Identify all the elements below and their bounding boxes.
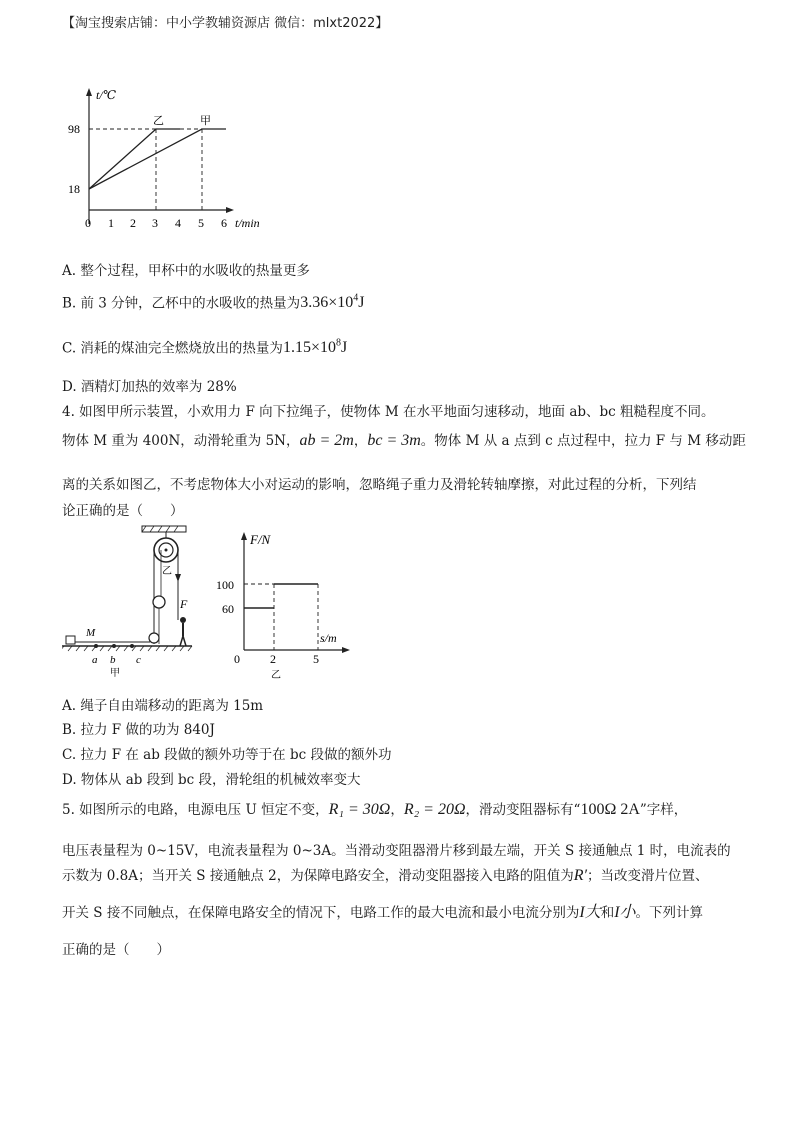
force-distance-graph [216,530,356,690]
graph1-xtick-6: 6 [221,216,227,230]
q5-line-3: 示数为 0.8A；当开关 S 接通触点 2，为保障电路安全，滑动变阻器接入电路的阻值为R′；当改变滑片位置、 [62,867,709,884]
fig-point-c: c [136,654,141,666]
graph1-y-arrow [86,88,92,96]
graph2-xtick-5: 5 [313,652,319,666]
q4-line-4: 论正确的是（ ） [62,503,184,519]
fig-label-jia: 甲 [110,668,120,679]
q3-option-c: C. 消耗的煤油完全燃烧放出的热量为$1.15\times 10^8J$ [62,338,348,357]
graph1-line-jia [89,129,226,189]
pulley-figure [62,524,202,684]
graph2-xtick-0: 0 [234,652,240,666]
graph2-xtick-2: 2 [270,652,276,666]
graph1-label-jia: 甲 [200,115,211,127]
fig-label-F: F [180,597,188,611]
fig-label-M: M [86,627,96,639]
graph2-y-label: F/N [250,532,271,547]
graph1-x-arrow [226,207,234,213]
graph1-xtick-0: 0 [85,216,91,230]
temperature-time-graph [60,84,290,234]
block-M [66,636,75,644]
q3-option-b: B. 前 3 分钟，乙杯中的水吸收的热量为$3.36\times 10^4J$ [62,293,365,312]
q5-line-4: 开关 S 接不同触点，在保障电路安全的情况下，电路工作的最大电流和最小电流分别为I大和I小。下列计算 [62,904,704,921]
graph2-ytick-100: 100 [216,578,234,592]
graph1-xtick-4: 4 [175,216,181,230]
q4-option-b: B. 拉力 F 做的功为 840J [62,722,215,738]
q5-line-1: 5. 如图所示的电路，电源电压 U 恒定不变，R₁ = 30Ω，R₂ = 20Ω，滑动变阻器标有“100Ω 2A”字样， [62,801,688,818]
graph1-line-yi [89,129,180,189]
q4-line-3: 离的关系如图乙，不考虑物体大小对运动的影响，忽略绳子重力及滑轮转轴摩擦，对此过程的分析，下列结 [62,477,697,493]
q5-line-2: 电压表量程为 0~15V，电流表量程为 0~3A。当滑动变阻器滑片移到最左端，开关 S 接通触点 1 时，电流表的 [62,843,731,859]
graph1-y-label: t/℃ [96,88,117,102]
q4-option-a: A. 绳子自由端移动的距离为 15m [62,698,264,714]
graph1-ytick-98: 98 [68,122,80,136]
graph1-label-yi: 乙 [153,115,164,127]
graph2-ytick-60: 60 [222,602,234,616]
q4-line-1: 4. 如图甲所示装置，小欢用力 F 向下拉绳子，使物体 M 在水平地面匀速移动，地面 ab、bc 粗糙程度不同。 [62,404,715,420]
graph1-xtick-1: 1 [108,216,114,230]
graph1-xtick-3: 3 [152,216,158,230]
q4-option-c: C. 拉力 F 在 ab 段做的额外功等于在 bc 段做的额外功 [62,747,392,763]
movable-pulley [153,596,165,608]
q3-option-d: D. 酒精灯加热的效率为 28% [62,379,237,395]
page-header: 【淘宝搜索店铺：中小学教辅资源店 微信：mlxt2022】 [62,16,389,31]
q4-option-d: D. 物体从 ab 段到 bc 段，滑轮组的机械效率变大 [62,772,361,788]
graph1-xtick-5: 5 [198,216,204,230]
graph1-x-label: t/min [235,216,260,230]
graph1-xtick-2: 2 [130,216,136,230]
q3-option-a: A. 整个过程，甲杯中的水吸收的热量更多 [62,263,310,279]
fig-point-a: a [92,654,98,666]
q4-line-2: 物体 M 重为 400N，动滑轮重为 5N，ab = 2m，bc = 3m。物体 M 从 a 点到 c 点过程中，拉力 F 与 M 移动距 [62,432,746,449]
graph2-x-label: s/m [320,631,337,645]
graph2-caption: 乙 [271,670,281,681]
fig-label-yi: 乙 [162,566,172,577]
fig-point-b: b [110,654,116,666]
q5-line-5: 正确的是（ ） [62,942,170,958]
graph1-ytick-18: 18 [68,182,80,196]
